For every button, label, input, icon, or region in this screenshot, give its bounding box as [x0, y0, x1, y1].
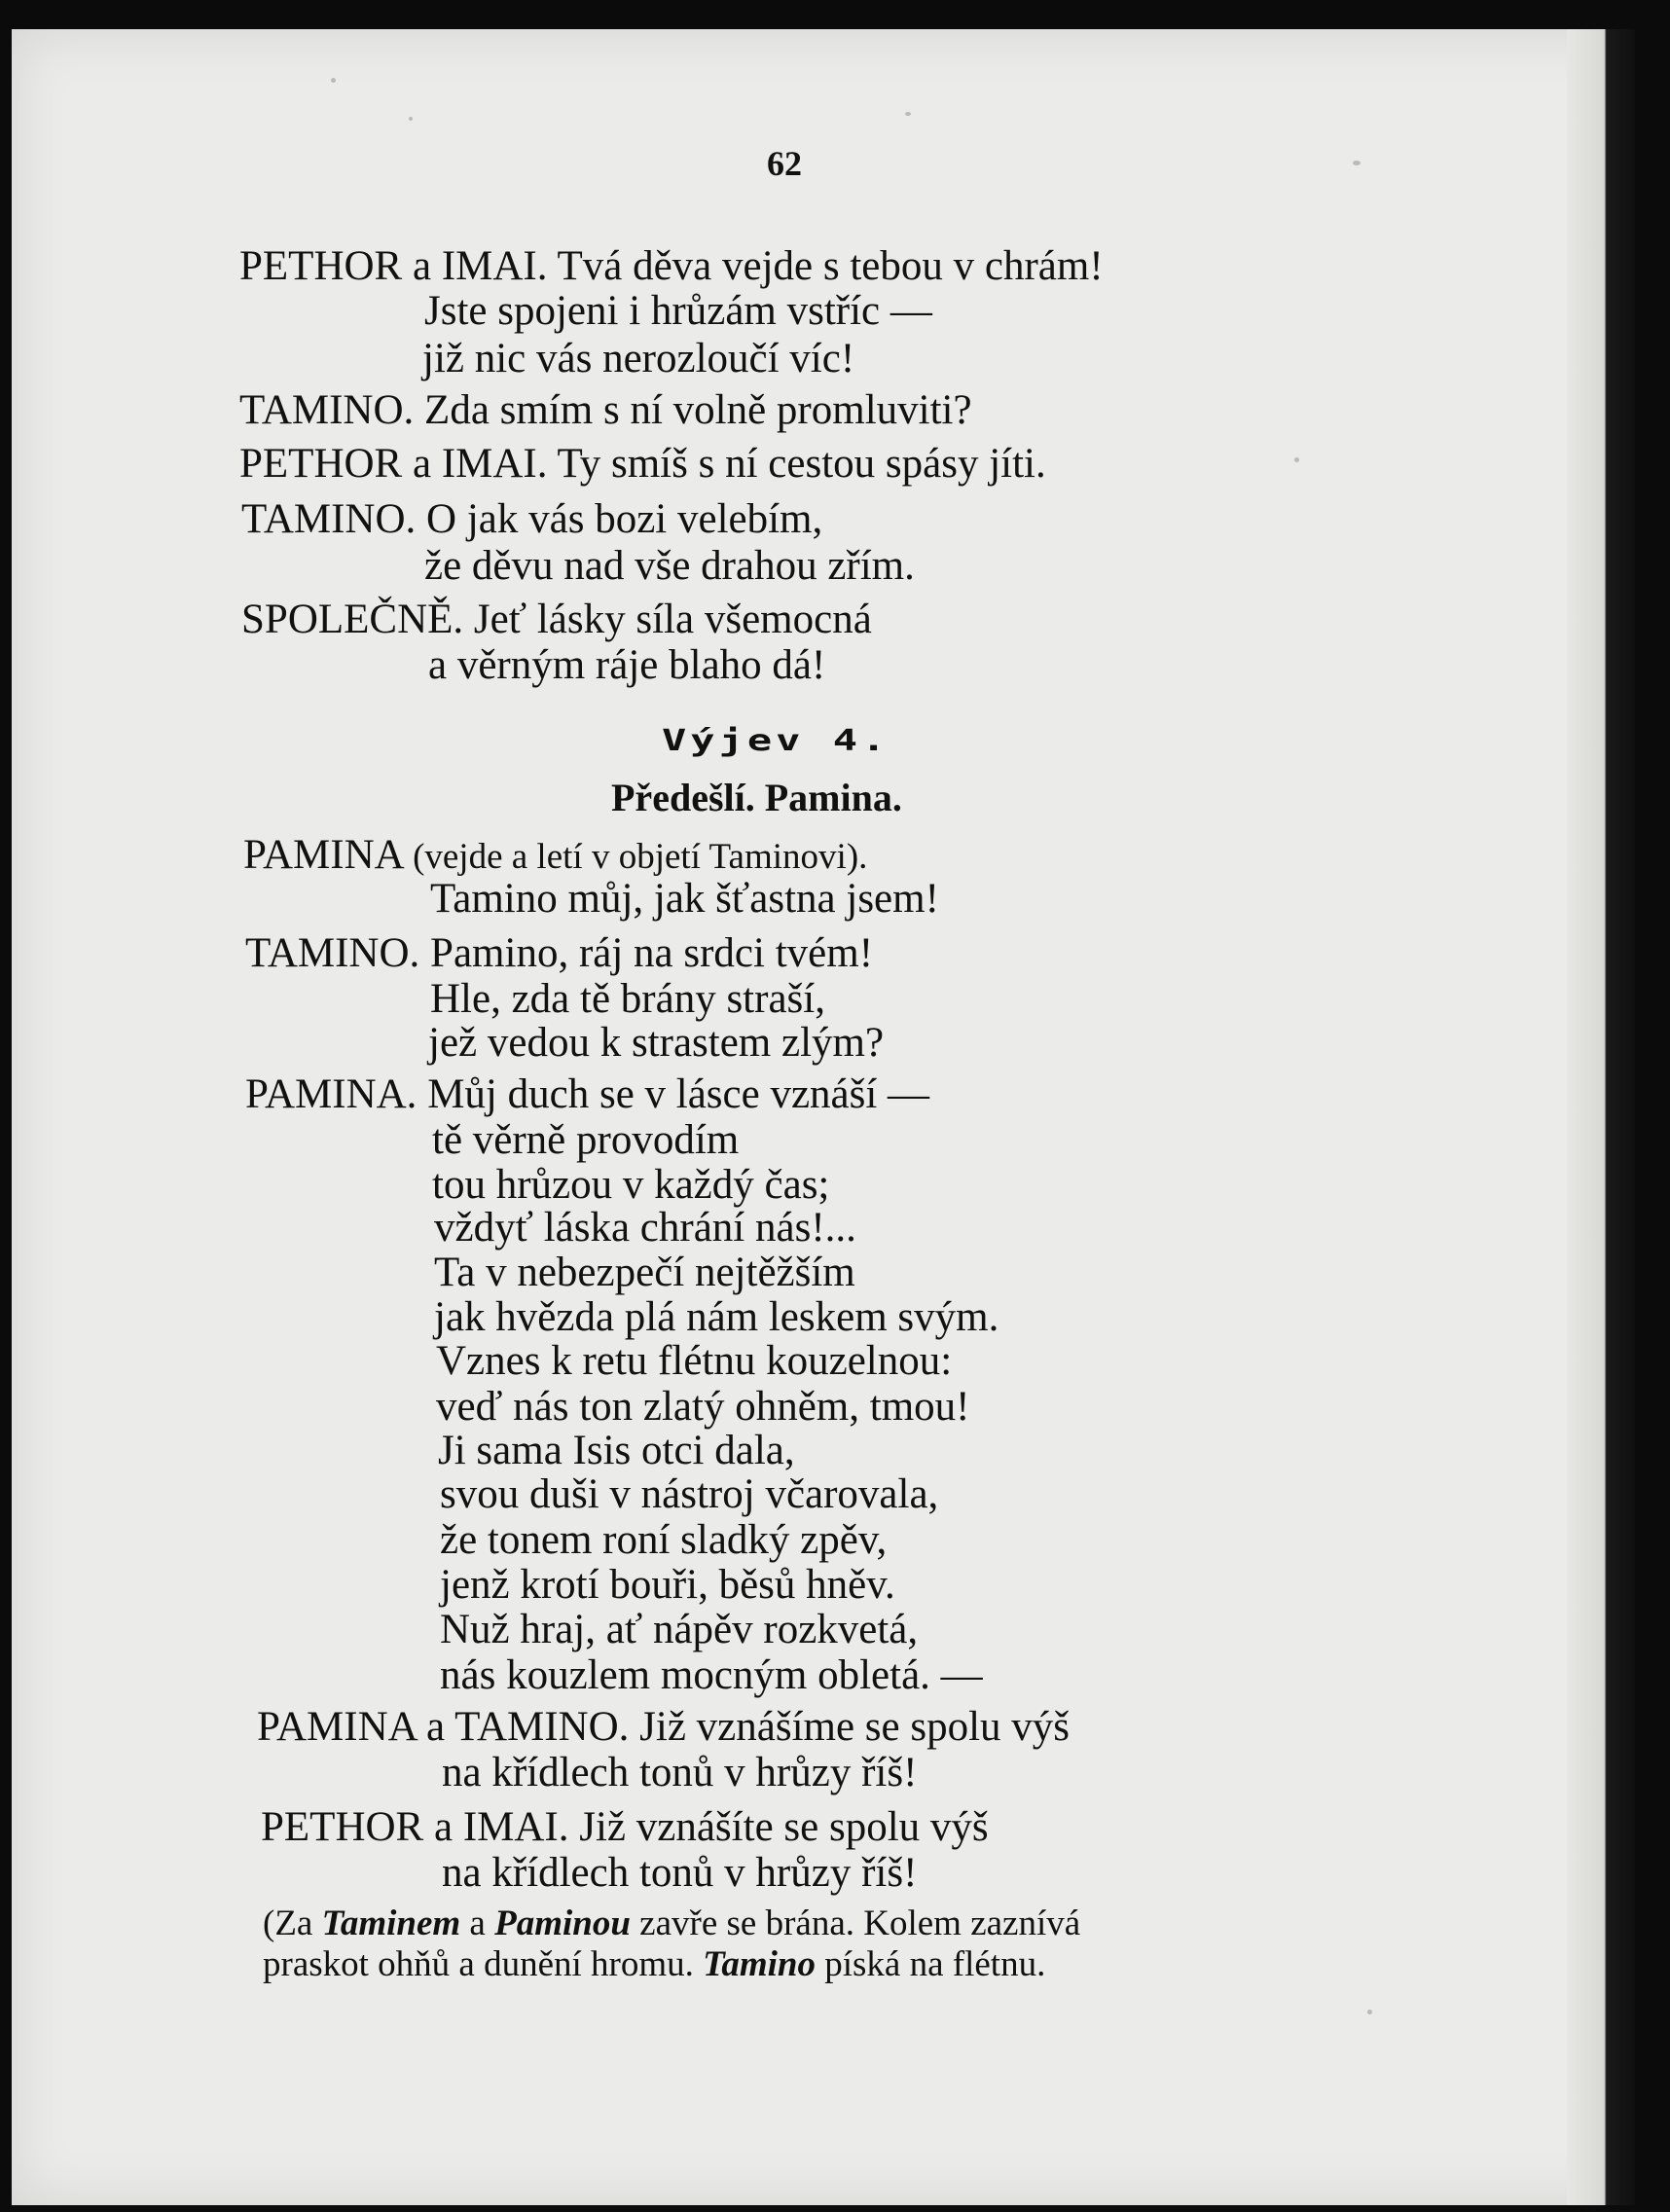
verse-line — [245, 932, 873, 974]
print-speck — [905, 112, 911, 116]
verse-line: jenž krotí bouři, běsů hněv. — [440, 1562, 895, 1608]
verse-line — [239, 245, 1104, 287]
verse-line: Vznes k retu flétnu kouzelnou: — [436, 1338, 953, 1384]
speaker-name: PETHOR a IMAI. — [239, 441, 548, 487]
stage-text: (Za — [263, 1904, 322, 1943]
print-speck — [331, 78, 336, 83]
verse-line: jak hvězda plá nám leskem svým. — [434, 1294, 999, 1340]
verse-line — [257, 1706, 1070, 1748]
speaker-name: PAMINA. — [245, 1071, 418, 1117]
line-text: Již vznášíte se spolu výš — [579, 1804, 989, 1850]
line-text: Zda smím s ní volně promluviti? — [424, 387, 972, 433]
speaker-name: PETHOR a IMAI. — [239, 243, 548, 289]
speaker-name: TAMINO. — [239, 387, 415, 433]
scene-characters: Předešlí. Pamina. — [611, 776, 902, 819]
verse-line: na křídlech tonů v hrůzy říš! — [442, 1750, 918, 1795]
verse-line: tě věrně provodím — [432, 1117, 740, 1163]
verse-line — [241, 598, 872, 640]
verse-line — [261, 1806, 989, 1848]
print-speck — [1367, 2010, 1372, 2014]
stage-name: Paminou — [494, 1904, 631, 1943]
verse-line: Hle, zda tě brány straší, — [430, 976, 825, 1022]
verse-line: že děvu nad vše drahou zřím. — [424, 543, 915, 589]
stage-direction-line — [263, 1905, 1080, 1941]
verse-line: že tonem roní sladký zpěv, — [440, 1517, 888, 1563]
stage-direction-line — [263, 1946, 1045, 1982]
verse-line — [241, 498, 822, 540]
verse-line: na křídlech tonů v hrůzy říš! — [442, 1850, 918, 1896]
stage-note: (vejde a letí v objetí Taminovi). — [413, 837, 868, 877]
speaker-name: TAMINO. — [245, 930, 420, 976]
line-text: Ty smíš s ní cestou spásy jíti. — [557, 441, 1046, 487]
verse-line: Tamino můj, jak šťastna jsem! — [430, 876, 939, 922]
verse-line: svou duši v nástroj včarovala, — [440, 1471, 939, 1517]
line-text: O jak vás bozi velebím, — [426, 496, 823, 542]
verse-line: jež vedou k strastem zlým? — [428, 1020, 885, 1066]
line-text: Jeť lásky síla všemocná — [473, 597, 872, 642]
stage-text: a — [460, 1904, 495, 1943]
verse-line — [243, 834, 867, 876]
verse-line: Ji sama Isis otci dala, — [438, 1428, 795, 1473]
verse-line: tou hrůzou v každý čas; — [432, 1162, 830, 1208]
line-text: Pamino, ráj na srdci tvém! — [430, 930, 874, 976]
line-text: Tvá děva vejde s tebou v chrám! — [557, 243, 1104, 289]
speaker-name: PETHOR a IMAI. — [261, 1804, 569, 1850]
print-speck — [1294, 457, 1299, 462]
verse-line: veď nás ton zlatý ohněm, tmou! — [436, 1384, 970, 1430]
line-text: Můj duch se v lásce vznáší — — [427, 1071, 930, 1117]
stage-name: Taminem — [321, 1904, 461, 1943]
speaker-name: PAMINA — [243, 832, 403, 878]
verse-line: Nuž hraj, ať nápěv rozkvetá, — [440, 1607, 919, 1652]
verse-line — [245, 1073, 929, 1115]
verse-line — [239, 443, 1046, 485]
print-speck — [1353, 161, 1361, 165]
verse-line: vždyť láska chrání nás!... — [434, 1205, 856, 1251]
speaker-name: PAMINA a TAMINO. — [257, 1704, 630, 1750]
verse-line: Ta v nebezpečí nejtěžším — [434, 1250, 855, 1295]
stage-name: Tamino — [703, 1944, 816, 1984]
verse-line: a věrným ráje blaho dá! — [428, 642, 826, 688]
stage-text: praskot ohňů a dunění hromu. — [263, 1944, 704, 1984]
page-number: 62 — [767, 144, 802, 183]
verse-line: Jste spojeni i hrůzám vstříc — — [424, 288, 932, 334]
print-speck — [409, 117, 413, 121]
verse-line: již nic vás nerozloučí víc! — [422, 336, 855, 381]
stage-text: zavře se brána. Kolem zaznívá — [630, 1904, 1081, 1943]
speaker-name: SPOLEČNĚ. — [241, 597, 464, 642]
speaker-name: TAMINO. — [241, 496, 417, 542]
line-text: Již vznášíme se spolu výš — [639, 1704, 1071, 1750]
scene-title: Výjev 4. — [662, 723, 890, 758]
verse-line: nás kouzlem mocným obletá. — — [440, 1652, 983, 1698]
verse-line — [239, 389, 972, 431]
stage-text: píská na flétnu. — [816, 1944, 1046, 1984]
page-edge-shadow — [1567, 29, 1635, 2205]
